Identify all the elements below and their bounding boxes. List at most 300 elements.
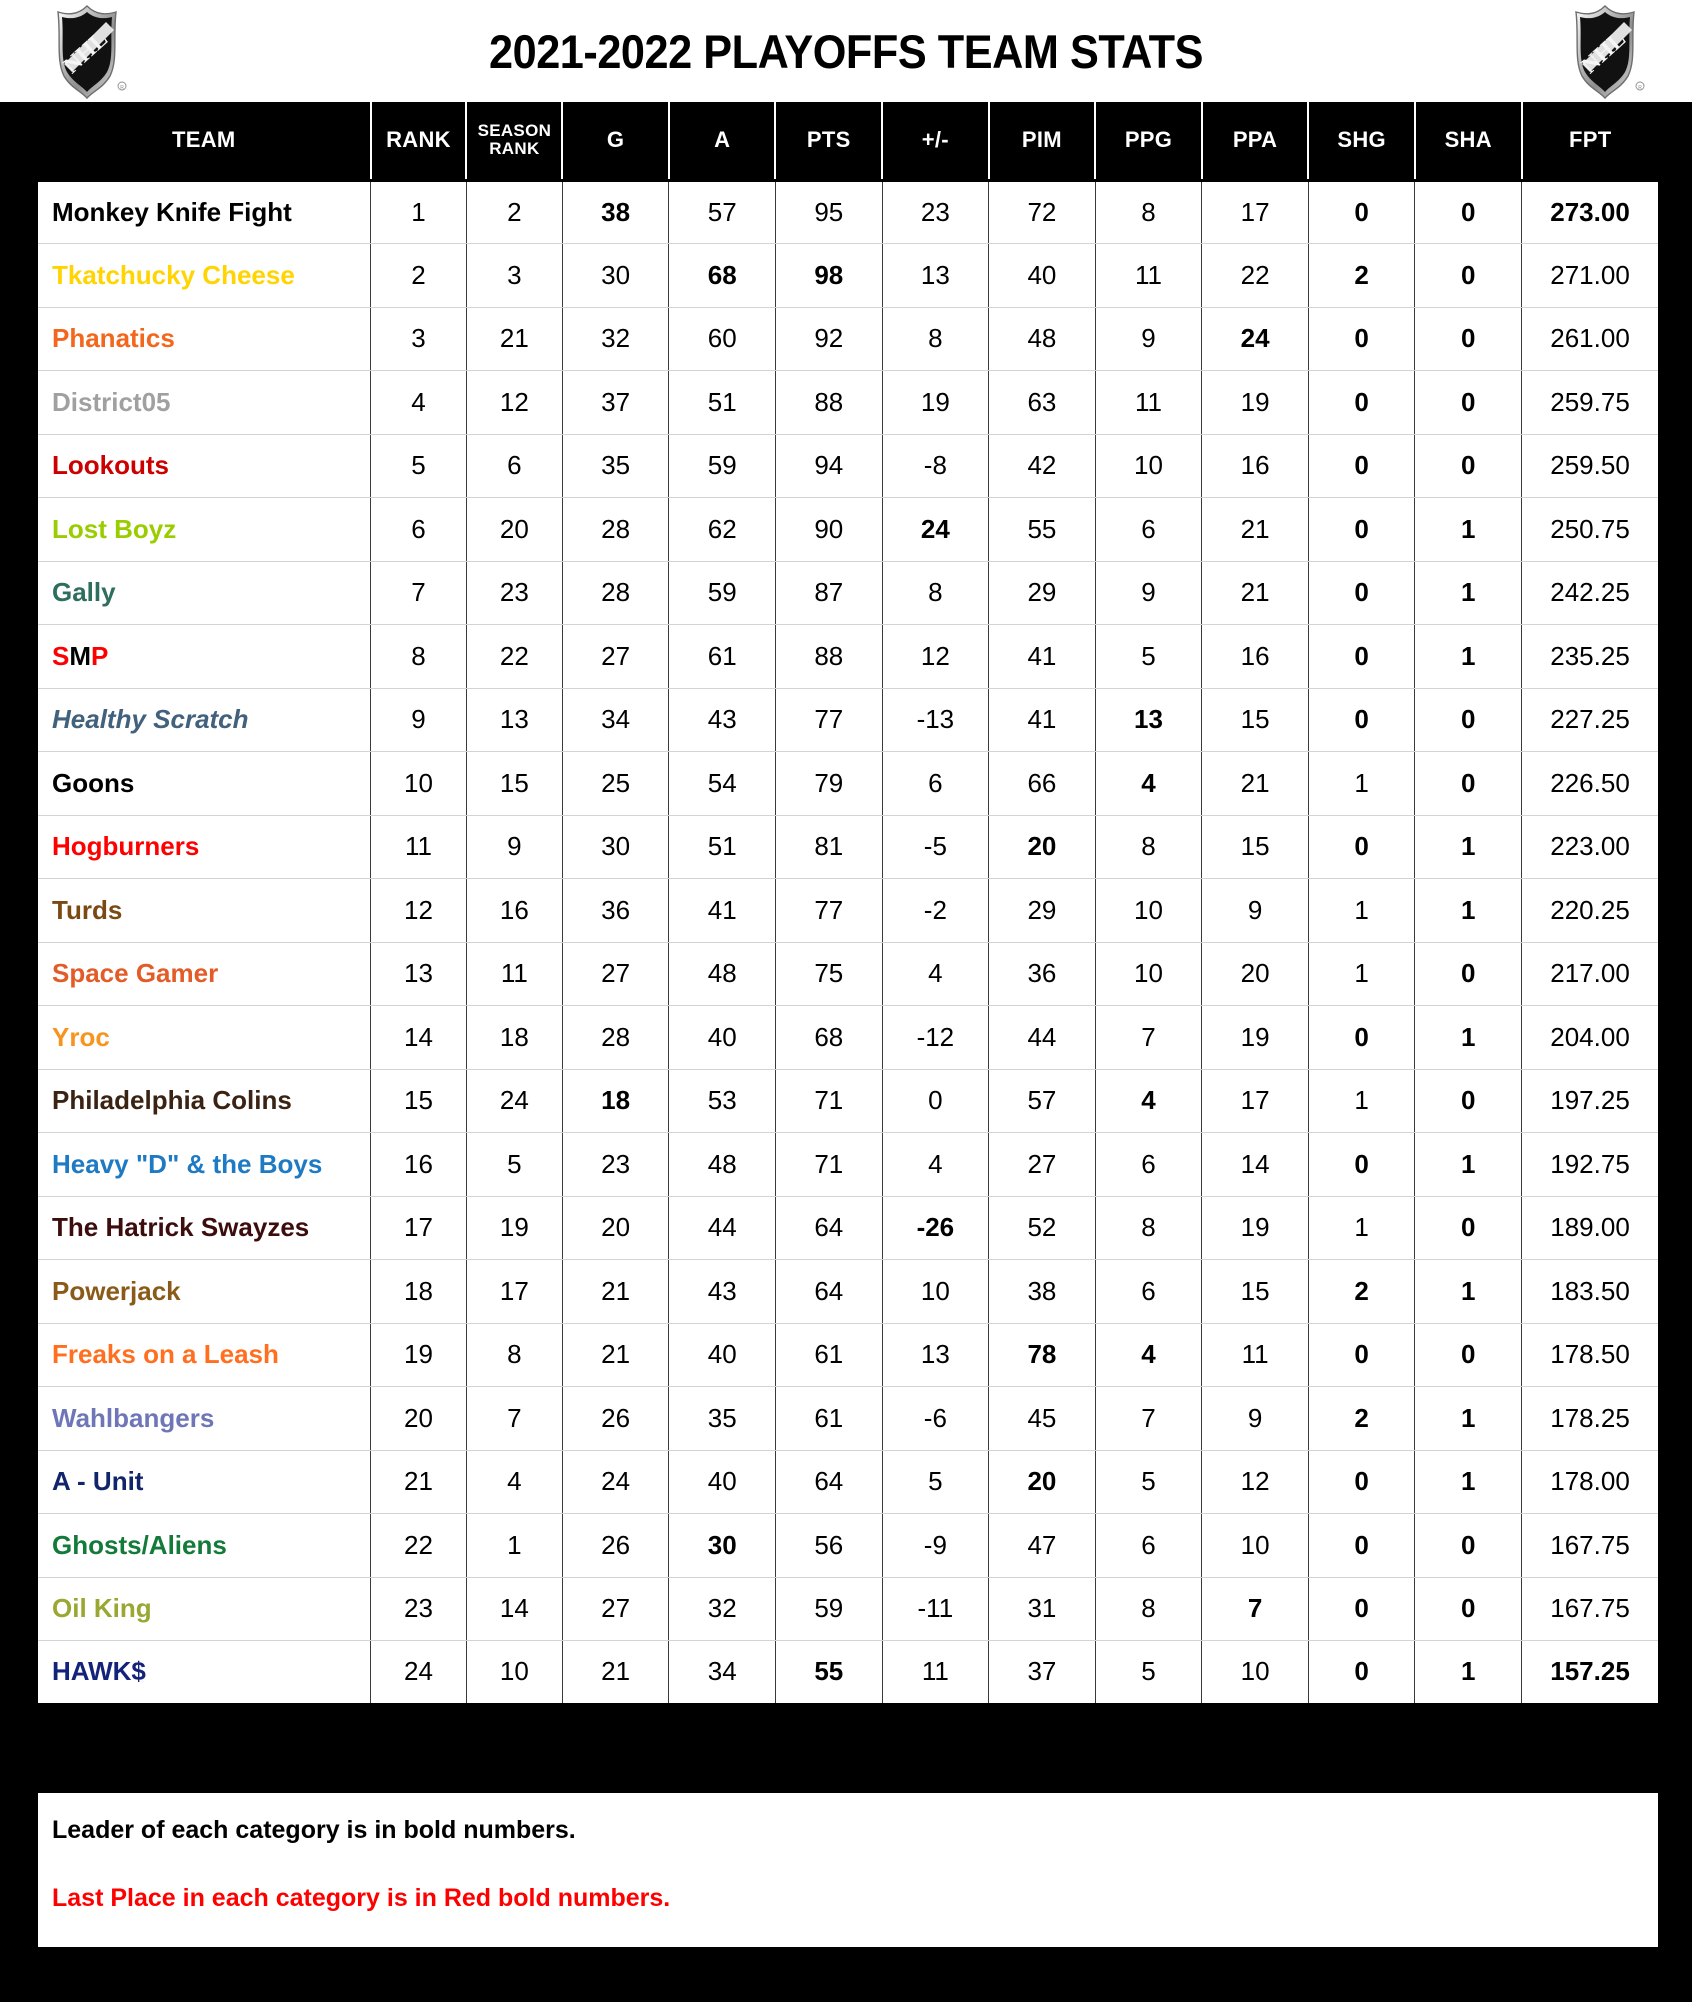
cell-pts: 71 (775, 1133, 882, 1197)
table-row (38, 879, 1658, 943)
cell-ppg: 8 (1095, 815, 1202, 879)
team-name-cell: Hogburners (38, 815, 371, 879)
cell-g: 37 (562, 371, 669, 435)
cell-a: 48 (669, 942, 776, 1006)
cell-ppg: 4 (1095, 1323, 1202, 1387)
cell-shg: 2 (1308, 244, 1415, 308)
cell-ppa: 21 (1202, 561, 1309, 625)
col-header-ppg: PPG (1095, 102, 1202, 180)
col-header-season-rank (466, 102, 562, 180)
team-name-cell: HAWK$ (38, 1641, 371, 1705)
cell-pim: 29 (989, 561, 1096, 625)
cell-a: 68 (669, 244, 776, 308)
cell-pts: 59 (775, 1577, 882, 1641)
cell-fpt: 226.50 (1522, 752, 1658, 816)
cell-shg: 0 (1308, 1450, 1415, 1514)
team-name-cell: SMP (38, 625, 371, 689)
cell-shg: 0 (1308, 625, 1415, 689)
cell-rank: 5 (371, 434, 467, 498)
col-header-g: G (562, 102, 669, 180)
cell-plusminus: 13 (882, 1323, 989, 1387)
cell-g: 21 (562, 1323, 669, 1387)
table-row (38, 498, 1658, 562)
cell-fpt: 189.00 (1522, 1196, 1658, 1260)
cell-sha: 0 (1415, 244, 1522, 308)
cell-fpt: 192.75 (1522, 1133, 1658, 1197)
cell-g: 20 (562, 1196, 669, 1260)
cell-ppg: 8 (1095, 180, 1202, 244)
cell-season-rank: 19 (466, 1196, 562, 1260)
cell-plusminus: 4 (882, 1133, 989, 1197)
cell-sha: 0 (1415, 942, 1522, 1006)
cell-ppa: 17 (1202, 1069, 1309, 1133)
cell-a: 48 (669, 1133, 776, 1197)
cell-ppa: 12 (1202, 1450, 1309, 1514)
cell-pim: 63 (989, 371, 1096, 435)
cell-shg: 0 (1308, 498, 1415, 562)
cell-fpt: 259.50 (1522, 434, 1658, 498)
cell-fpt: 167.75 (1522, 1577, 1658, 1641)
cell-pim: 78 (989, 1323, 1096, 1387)
col-header-sha: SHA (1415, 102, 1522, 180)
cell-plusminus: 11 (882, 1641, 989, 1705)
table-row (38, 625, 1658, 689)
team-stats-table (38, 102, 1658, 1706)
cell-pts: 88 (775, 371, 882, 435)
cell-ppa: 7 (1202, 1577, 1309, 1641)
cell-shg: 0 (1308, 1006, 1415, 1070)
cell-ppa: 11 (1202, 1323, 1309, 1387)
cell-plusminus: 8 (882, 561, 989, 625)
cell-pim: 41 (989, 625, 1096, 689)
team-name-cell: Monkey Knife Fight (38, 180, 371, 244)
cell-season-rank: 18 (466, 1006, 562, 1070)
cell-pts: 75 (775, 942, 882, 1006)
col-header-rank: RANK (371, 102, 467, 180)
cell-rank: 13 (371, 942, 467, 1006)
cell-season-rank: 4 (466, 1450, 562, 1514)
cell-season-rank: 8 (466, 1323, 562, 1387)
cell-ppg: 10 (1095, 879, 1202, 943)
table-row (38, 752, 1658, 816)
cell-shg: 0 (1308, 688, 1415, 752)
cell-a: 41 (669, 879, 776, 943)
table-row (38, 1133, 1658, 1197)
cell-sha: 0 (1415, 180, 1522, 244)
cell-shg: 1 (1308, 1196, 1415, 1260)
cell-ppg: 7 (1095, 1006, 1202, 1070)
cell-ppa: 9 (1202, 879, 1309, 943)
cell-fpt: 178.25 (1522, 1387, 1658, 1451)
cell-plusminus: 24 (882, 498, 989, 562)
cell-ppa: 10 (1202, 1641, 1309, 1705)
cell-a: 61 (669, 625, 776, 689)
table-header-row (38, 102, 1658, 180)
cell-g: 28 (562, 498, 669, 562)
cell-shg: 0 (1308, 561, 1415, 625)
cell-rank: 7 (371, 561, 467, 625)
cell-g: 28 (562, 1006, 669, 1070)
cell-rank: 19 (371, 1323, 467, 1387)
cell-fpt: 157.25 (1522, 1641, 1658, 1705)
cell-rank: 1 (371, 180, 467, 244)
cell-plusminus: 13 (882, 244, 989, 308)
cell-shg: 0 (1308, 1133, 1415, 1197)
cell-plusminus: -2 (882, 879, 989, 943)
table-row (38, 1387, 1658, 1451)
cell-a: 35 (669, 1387, 776, 1451)
cell-ppg: 9 (1095, 307, 1202, 371)
col-header-shg: SHG (1308, 102, 1415, 180)
table-row (38, 1641, 1658, 1705)
cell-shg: 0 (1308, 1641, 1415, 1705)
cell-ppa: 9 (1202, 1387, 1309, 1451)
cell-sha: 0 (1415, 1323, 1522, 1387)
cell-sha: 0 (1415, 307, 1522, 371)
team-name-cell: Lost Boyz (38, 498, 371, 562)
cell-rank: 22 (371, 1514, 467, 1578)
cell-pts: 55 (775, 1641, 882, 1705)
col-header-team: TEAM (38, 102, 371, 180)
cell-g: 35 (562, 434, 669, 498)
cell-a: 60 (669, 307, 776, 371)
cell-plusminus: -8 (882, 434, 989, 498)
cell-sha: 1 (1415, 561, 1522, 625)
cell-plusminus: -9 (882, 1514, 989, 1578)
cell-fpt: 178.00 (1522, 1450, 1658, 1514)
cell-a: 30 (669, 1514, 776, 1578)
cell-shg: 1 (1308, 879, 1415, 943)
table-row (38, 1577, 1658, 1641)
cell-plusminus: -11 (882, 1577, 989, 1641)
cell-plusminus: 5 (882, 1450, 989, 1514)
col-header-ppa: PPA (1202, 102, 1309, 180)
cell-fpt: 223.00 (1522, 815, 1658, 879)
cell-ppa: 21 (1202, 498, 1309, 562)
cell-a: 51 (669, 371, 776, 435)
cell-g: 38 (562, 180, 669, 244)
cell-season-rank: 13 (466, 688, 562, 752)
cell-ppa: 21 (1202, 752, 1309, 816)
cell-season-rank: 23 (466, 561, 562, 625)
cell-rank: 4 (371, 371, 467, 435)
cell-g: 27 (562, 1577, 669, 1641)
table-row (38, 1069, 1658, 1133)
cell-pts: 79 (775, 752, 882, 816)
cell-ppg: 13 (1095, 688, 1202, 752)
cell-ppa: 20 (1202, 942, 1309, 1006)
cell-plusminus: 6 (882, 752, 989, 816)
cell-pim: 66 (989, 752, 1096, 816)
team-name-cell: Phanatics (38, 307, 371, 371)
team-name-cell: Heavy "D" & the Boys (38, 1133, 371, 1197)
team-name-cell: Yroc (38, 1006, 371, 1070)
cell-season-rank: 17 (466, 1260, 562, 1324)
cell-a: 43 (669, 688, 776, 752)
svg-text:R: R (120, 85, 124, 91)
title-banner (0, 0, 1692, 102)
cell-g: 30 (562, 815, 669, 879)
cell-plusminus: -5 (882, 815, 989, 879)
cell-ppg: 5 (1095, 625, 1202, 689)
cell-plusminus: -26 (882, 1196, 989, 1260)
cell-g: 30 (562, 244, 669, 308)
cell-pim: 44 (989, 1006, 1096, 1070)
cell-ppg: 11 (1095, 371, 1202, 435)
cell-shg: 0 (1308, 371, 1415, 435)
cell-sha: 1 (1415, 879, 1522, 943)
cell-shg: 2 (1308, 1387, 1415, 1451)
team-name-cell: A - Unit (38, 1450, 371, 1514)
cell-season-rank: 16 (466, 879, 562, 943)
cell-plusminus: -13 (882, 688, 989, 752)
cell-g: 24 (562, 1450, 669, 1514)
cell-pts: 56 (775, 1514, 882, 1578)
cell-ppa: 16 (1202, 625, 1309, 689)
cell-fpt: 220.25 (1522, 879, 1658, 943)
cell-season-rank: 10 (466, 1641, 562, 1705)
cell-sha: 1 (1415, 1450, 1522, 1514)
cell-shg: 0 (1308, 434, 1415, 498)
cell-a: 57 (669, 180, 776, 244)
cell-a: 59 (669, 434, 776, 498)
cell-ppg: 6 (1095, 498, 1202, 562)
cell-sha: 0 (1415, 1514, 1522, 1578)
cell-shg: 0 (1308, 1323, 1415, 1387)
cell-pts: 68 (775, 1006, 882, 1070)
cell-a: 53 (669, 1069, 776, 1133)
cell-season-rank: 22 (466, 625, 562, 689)
cell-sha: 0 (1415, 688, 1522, 752)
cell-ppg: 10 (1095, 942, 1202, 1006)
cell-a: 59 (669, 561, 776, 625)
table-body (38, 180, 1658, 1704)
table-row (38, 688, 1658, 752)
cell-season-rank: 9 (466, 815, 562, 879)
cell-pts: 64 (775, 1260, 882, 1324)
col-header-pts: PTS (775, 102, 882, 180)
cell-season-rank: 24 (466, 1069, 562, 1133)
team-name-cell: Healthy Scratch (38, 688, 371, 752)
cell-pim: 36 (989, 942, 1096, 1006)
cell-rank: 10 (371, 752, 467, 816)
cell-plusminus: 19 (882, 371, 989, 435)
cell-ppg: 8 (1095, 1577, 1202, 1641)
team-name-cell: Turds (38, 879, 371, 943)
cell-g: 23 (562, 1133, 669, 1197)
cell-pim: 20 (989, 1450, 1096, 1514)
team-name-cell: Tkatchucky Cheese (38, 244, 371, 308)
svg-text:R: R (1638, 85, 1642, 91)
cell-sha: 1 (1415, 1387, 1522, 1451)
team-name-cell: Freaks on a Leash (38, 1323, 371, 1387)
table-row (38, 371, 1658, 435)
note-last-place: Last Place in each category is in Red bold numbers. (52, 1884, 671, 1912)
team-name-cell: Ghosts/Aliens (38, 1514, 371, 1578)
cell-season-rank: 15 (466, 752, 562, 816)
col-header-a: A (669, 102, 776, 180)
cell-fpt: 227.25 (1522, 688, 1658, 752)
table-row (38, 1006, 1658, 1070)
cell-plusminus: -6 (882, 1387, 989, 1451)
cell-g: 36 (562, 879, 669, 943)
cell-ppa: 17 (1202, 180, 1309, 244)
cell-fpt: 183.50 (1522, 1260, 1658, 1324)
team-name-cell: Space Gamer (38, 942, 371, 1006)
cell-ppa: 15 (1202, 1260, 1309, 1324)
cell-ppg: 11 (1095, 244, 1202, 308)
cell-sha: 1 (1415, 625, 1522, 689)
cell-pts: 88 (775, 625, 882, 689)
cell-g: 28 (562, 561, 669, 625)
cell-shg: 1 (1308, 942, 1415, 1006)
table-row (38, 942, 1658, 1006)
cell-plusminus: 12 (882, 625, 989, 689)
cell-rank: 11 (371, 815, 467, 879)
cell-rank: 9 (371, 688, 467, 752)
cell-ppg: 10 (1095, 434, 1202, 498)
cell-plusminus: 8 (882, 307, 989, 371)
cell-pim: 31 (989, 1577, 1096, 1641)
cell-pim: 52 (989, 1196, 1096, 1260)
team-name-cell: District05 (38, 371, 371, 435)
table-row (38, 1450, 1658, 1514)
cell-a: 32 (669, 1577, 776, 1641)
cell-ppg: 9 (1095, 561, 1202, 625)
cell-pim: 48 (989, 307, 1096, 371)
cell-plusminus: 23 (882, 180, 989, 244)
team-name-cell: Wahlbangers (38, 1387, 371, 1451)
cell-g: 26 (562, 1387, 669, 1451)
cell-pim: 37 (989, 1641, 1096, 1705)
cell-ppg: 4 (1095, 1069, 1202, 1133)
table-row (38, 1260, 1658, 1324)
cell-pts: 94 (775, 434, 882, 498)
cell-rank: 23 (371, 1577, 467, 1641)
cell-sha: 0 (1415, 434, 1522, 498)
cell-pim: 42 (989, 434, 1096, 498)
cell-rank: 20 (371, 1387, 467, 1451)
cell-fpt: 235.25 (1522, 625, 1658, 689)
cell-ppg: 7 (1095, 1387, 1202, 1451)
cell-rank: 2 (371, 244, 467, 308)
table-row (38, 434, 1658, 498)
table-row (38, 244, 1658, 308)
cell-pts: 90 (775, 498, 882, 562)
team-name-cell: Powerjack (38, 1260, 371, 1324)
cell-fpt: 273.00 (1522, 180, 1658, 244)
cell-pts: 81 (775, 815, 882, 879)
svg-text:NHL: NHL (58, 26, 113, 79)
cell-pts: 95 (775, 180, 882, 244)
cell-pim: 55 (989, 498, 1096, 562)
cell-ppa: 15 (1202, 815, 1309, 879)
cell-rank: 6 (371, 498, 467, 562)
cell-rank: 15 (371, 1069, 467, 1133)
cell-shg: 1 (1308, 1069, 1415, 1133)
cell-pts: 64 (775, 1196, 882, 1260)
cell-ppa: 14 (1202, 1133, 1309, 1197)
cell-ppg: 5 (1095, 1641, 1202, 1705)
cell-a: 54 (669, 752, 776, 816)
cell-ppg: 8 (1095, 1196, 1202, 1260)
cell-sha: 0 (1415, 1196, 1522, 1260)
cell-shg: 0 (1308, 815, 1415, 879)
cell-g: 26 (562, 1514, 669, 1578)
cell-shg: 2 (1308, 1260, 1415, 1324)
cell-shg: 0 (1308, 1577, 1415, 1641)
cell-rank: 18 (371, 1260, 467, 1324)
team-name-cell: The Hatrick Swayzes (38, 1196, 371, 1260)
cell-a: 40 (669, 1450, 776, 1514)
cell-pts: 98 (775, 244, 882, 308)
cell-ppg: 6 (1095, 1133, 1202, 1197)
cell-pts: 61 (775, 1323, 882, 1387)
cell-pim: 27 (989, 1133, 1096, 1197)
cell-plusminus: 4 (882, 942, 989, 1006)
cell-fpt: 261.00 (1522, 307, 1658, 371)
cell-season-rank: 14 (466, 1577, 562, 1641)
cell-plusminus: 0 (882, 1069, 989, 1133)
cell-rank: 24 (371, 1641, 467, 1705)
season-rank-line2: RANK (489, 139, 540, 159)
cell-pts: 92 (775, 307, 882, 371)
cell-season-rank: 3 (466, 244, 562, 308)
cell-shg: 0 (1308, 1514, 1415, 1578)
cell-sha: 0 (1415, 371, 1522, 435)
cell-ppa: 19 (1202, 1196, 1309, 1260)
cell-g: 21 (562, 1260, 669, 1324)
table-row (38, 1196, 1658, 1260)
team-name-cell: Goons (38, 752, 371, 816)
table-row (38, 1514, 1658, 1578)
cell-g: 34 (562, 688, 669, 752)
cell-pts: 87 (775, 561, 882, 625)
cell-pim: 40 (989, 244, 1096, 308)
cell-season-rank: 7 (466, 1387, 562, 1451)
team-name-cell: Philadelphia Colins (38, 1069, 371, 1133)
cell-fpt: 217.00 (1522, 942, 1658, 1006)
season-rank-line1: SEASON (477, 121, 552, 141)
cell-pim: 29 (989, 879, 1096, 943)
note-leader: Leader of each category is in bold numbers. (52, 1816, 576, 1844)
cell-ppa: 19 (1202, 371, 1309, 435)
table-row (38, 180, 1658, 244)
cell-g: 25 (562, 752, 669, 816)
cell-sha: 0 (1415, 1577, 1522, 1641)
cell-g: 27 (562, 625, 669, 689)
cell-pim: 45 (989, 1387, 1096, 1451)
cell-sha: 1 (1415, 1133, 1522, 1197)
cell-g: 27 (562, 942, 669, 1006)
cell-ppa: 19 (1202, 1006, 1309, 1070)
cell-season-rank: 20 (466, 498, 562, 562)
cell-rank: 3 (371, 307, 467, 371)
cell-rank: 21 (371, 1450, 467, 1514)
cell-sha: 1 (1415, 815, 1522, 879)
cell-pim: 47 (989, 1514, 1096, 1578)
cell-g: 32 (562, 307, 669, 371)
nhl-shield-logo-right (1552, 4, 1658, 100)
cell-g: 18 (562, 1069, 669, 1133)
cell-fpt: 204.00 (1522, 1006, 1658, 1070)
svg-text:NHL: NHL (1576, 26, 1631, 79)
nhl-shield-logo-left (34, 4, 140, 100)
cell-season-rank: 2 (466, 180, 562, 244)
cell-a: 44 (669, 1196, 776, 1260)
cell-rank: 17 (371, 1196, 467, 1260)
col-header-plusminus: +/- (882, 102, 989, 180)
